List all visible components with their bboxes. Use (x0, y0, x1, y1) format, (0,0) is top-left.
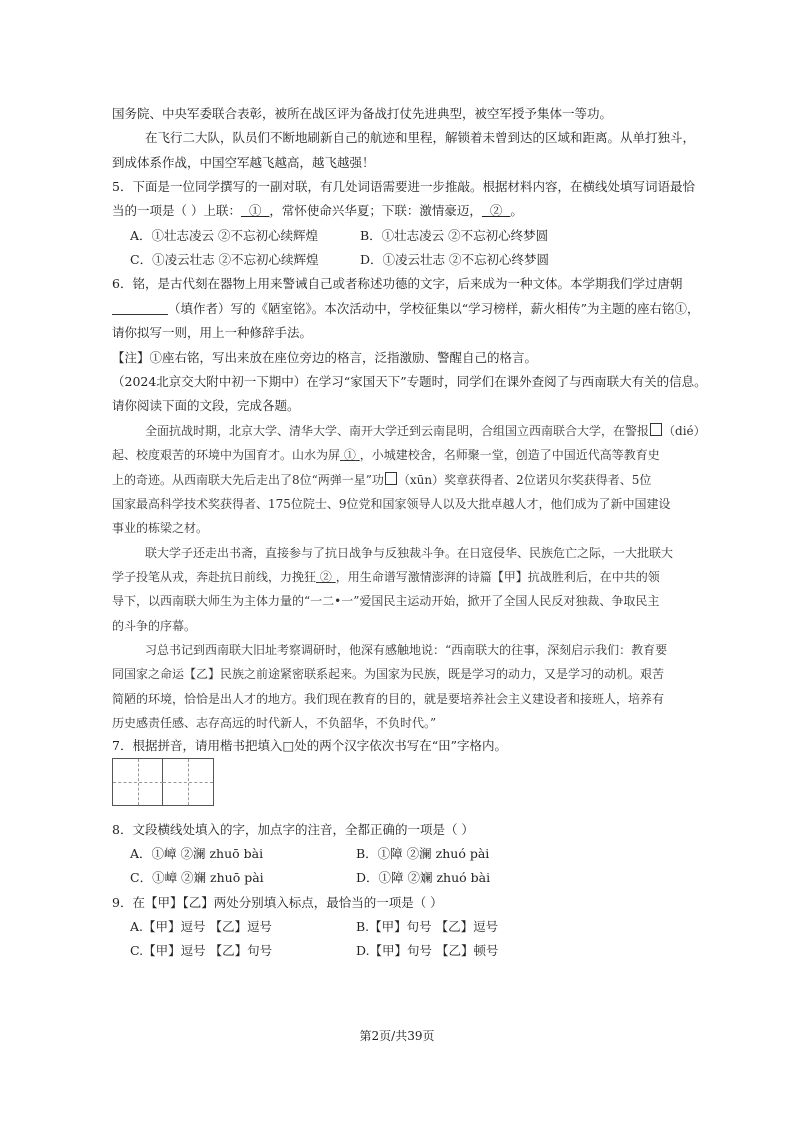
question-6-stem: 6．铭，是古代刻在器物上用来警诫自己或者称述功德的文字，后来成为一种文体。本学期我们学过唐朝 (112, 276, 683, 291)
note-line: 【注】①座右铭，写出来放在座位旁边的格言，泛指激励、警醒自己的格言。 (112, 350, 538, 365)
text-span: 国务院、中央军委联合表彰，被所在战区评为备战打仗先进典型，被空军授予集体一等功。 (112, 106, 613, 121)
text-line (145, 130, 695, 146)
option-d: D．①凌云壮志 ②不忘初心终梦圆 (360, 252, 549, 267)
option-a: A．①嶂 ②澜 zhuō bài (130, 846, 264, 861)
option-b: B．①障 ②澜 zhuó pài (356, 846, 490, 861)
text-span: 当的一项是（ ）上联： (112, 203, 241, 218)
question-6-line2: （填作者）写的《陋室铭》。本次活动中，学校征集以“学习榜样，薪火相传”为主题的座右铭①， (112, 301, 700, 317)
answer-blank[interactable] (112, 302, 168, 315)
passage-line: 上的奇迹。从西南联大先后走出了8位“两弹一星”功 （xūn）奖章获得者、2位诺贝尔奖获得者、5位 (112, 473, 652, 487)
option-c: C.【甲】逗号 【乙】句号 (130, 943, 273, 958)
text-span: 在飞行二大队，队员们不断地刷新自己的航迹和里程，解锁着未曾到达的区域和距离。从单打独斗， (145, 130, 696, 145)
blank-marker-1: ① (248, 203, 262, 218)
question-8-stem: 8．文段横线处填入的字，加点字的注音，全都正确的一项是（ ） (112, 822, 474, 837)
passage-line: 学子投笔从戎，奔赴抗日前线，力挽狂 ② ，用生命谱写激情澎湃的诗篇【甲】抗战胜利后，在中共的领 (112, 570, 660, 584)
passage-line: 国家最高科学技术奖获得者、175位院士、9位党和国家领导人以及大批卓越人才，他们成为了新中国建设 (112, 497, 671, 511)
text-line: 请你阅读下面的文段，完成各题。 (112, 398, 300, 413)
option-a: A．①壮志凌云 ②不忘初心续辉煌 (130, 228, 319, 243)
tian-grid[interactable] (112, 758, 214, 806)
option-b: B．①壮志凌云 ②不忘初心终梦圆 (360, 228, 549, 243)
text-line (112, 155, 375, 171)
question-7-stem: 7．根据拼音，请用楷书把填入□处的两个汉字依次书写在“田”字格内。 (112, 738, 508, 753)
passage-line: 全面抗战时期，北京大学、清华大学、南开大学迁到云南昆明，合组国立西南联合大学，在警报 （dié） (145, 424, 706, 438)
option-b: B.【甲】句号 【乙】逗号 (356, 919, 499, 934)
question-5-stem (112, 179, 695, 195)
passage-line: 同国家之命运【乙】民族之前途紧密联系起来。为国家为民族，既是学习的动力，又是学习的动机。艰苦 (112, 667, 665, 681)
question-9-stem: 9．在【甲】【乙】两处分别填入标点，最恰当的一项是（ ） (112, 895, 443, 910)
text-line (112, 106, 612, 122)
passage-line: 历史感责任感、志存高远的时代新人，不负韶华，不负时代。” (112, 716, 437, 730)
passage-line: 简陋的环境，恰恰是出人才的地方。我们现在教育的目的，就是要培养社会主义建设者和接班人，培养有 (112, 692, 665, 706)
passage-line: 事业的栋梁之材。 (112, 521, 209, 535)
blank-marker-2: ② (489, 203, 503, 218)
passage-line: 习总书记到西南联大旧址考察调研时，他深有感触地说：“西南联大的往事，深刻启示我们：教育要 (145, 643, 668, 657)
tian-cell-1[interactable] (113, 759, 163, 805)
question-5-couplet (112, 203, 523, 219)
option-c: C．①嶂 ②斓 zhuō pài (130, 870, 264, 885)
page-footer: 第2页/共39页 (359, 1029, 435, 1043)
text-line: 请你拟写一则，用上一种修辞手法。 (112, 325, 313, 340)
text-span: 5．下面是一位同学撰写的一副对联，有几处词语需要进一步推敲。根据材料内容，在横线处填写词语最恰 (112, 179, 695, 194)
passage-line: 起、校度艰苦的环境中为国育才。山水为屏 ① ，小城建校舍，名师聚一堂，创造了中国近代高等教育史 (112, 448, 660, 462)
text-span: 。 (510, 203, 523, 218)
blank-box[interactable] (385, 472, 397, 485)
tian-cell-2[interactable] (163, 759, 213, 805)
option-a: A.【甲】逗号 【乙】逗号 (130, 919, 272, 934)
text-span: ，常怀使命兴华夏；下联：激情豪迈， (269, 203, 482, 218)
passage-line: 联大学子还走出书斋，直接参与了抗日战争与反独裁斗争。在日寇侵华、民族危亡之际，一大批联大 (145, 546, 674, 560)
passage-line: 的斗争的序幕。 (112, 619, 197, 633)
passage-line: 导下，以西南联大师生为主体力量的“一二•一”爱国民主运动开始，掀开了全国人民反对独裁、争取民主 (112, 594, 660, 608)
passage-intro: （2024北京交大附中初一下期中）在学习“家国天下”专题时，同学们在课外查阅了与西南联大有关的信息。 (112, 374, 707, 389)
option-d: D.【甲】句号 【乙】顿号 (356, 943, 499, 958)
blank-box[interactable] (650, 423, 662, 436)
option-d: D．①障 ②斓 zhuó bài (356, 870, 491, 885)
option-c: C．①凌云壮志 ②不忘初心续辉煌 (130, 252, 319, 267)
text-span: 到成体系作战，中国空军越飞越高，越飞越强！ (112, 155, 375, 170)
